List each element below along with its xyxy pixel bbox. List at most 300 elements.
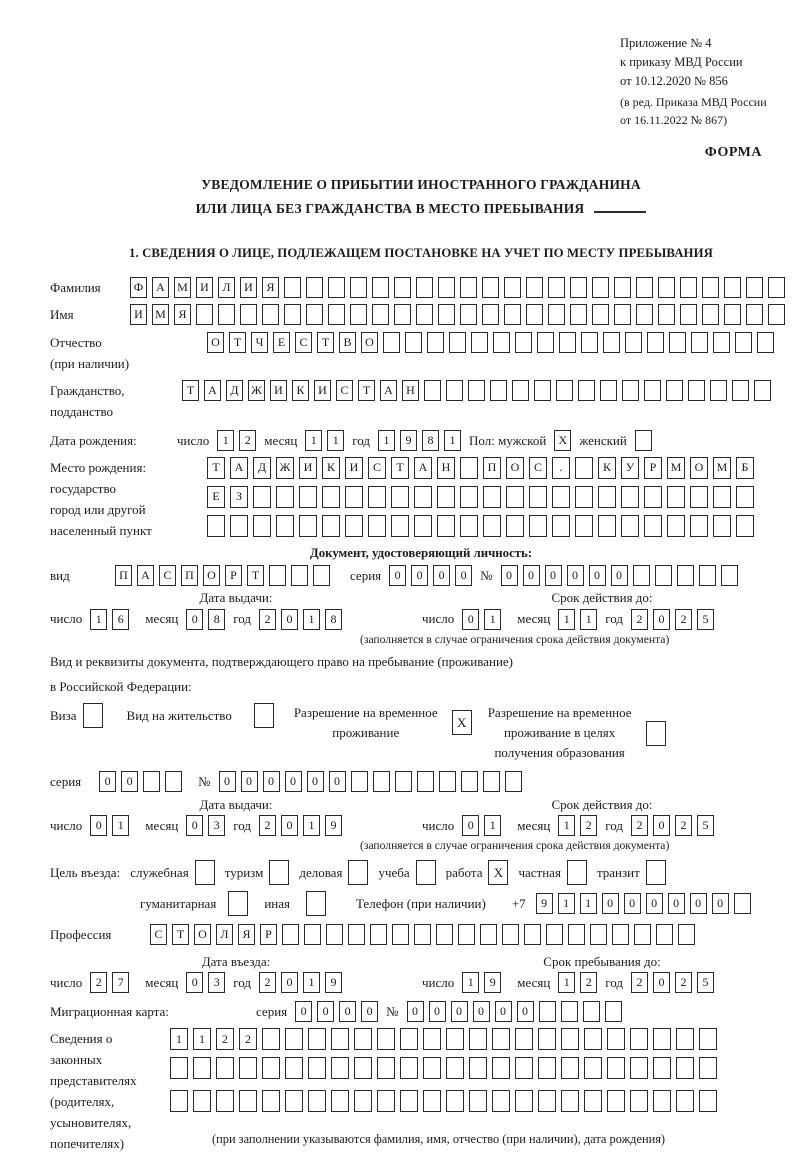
char-cell[interactable]: [253, 515, 271, 537]
char-cell[interactable]: 2: [239, 430, 256, 451]
char-cell[interactable]: [512, 380, 529, 401]
char-cell[interactable]: [621, 486, 639, 508]
char-cell[interactable]: [592, 304, 609, 325]
char-cell[interactable]: [446, 1057, 464, 1079]
char-cell[interactable]: Е: [207, 486, 225, 508]
char-cell[interactable]: [539, 1001, 556, 1022]
char-cell[interactable]: 0: [624, 893, 641, 914]
char-cell[interactable]: 0: [295, 1001, 312, 1022]
char-cell[interactable]: [196, 304, 213, 325]
char-cell[interactable]: И: [196, 277, 213, 298]
char-cell[interactable]: [570, 277, 587, 298]
char-cell[interactable]: [253, 486, 271, 508]
char-cell[interactable]: [561, 1090, 579, 1112]
char-cell[interactable]: [195, 860, 215, 885]
char-cell[interactable]: [538, 1090, 556, 1112]
char-cell[interactable]: [713, 515, 731, 537]
char-cell[interactable]: 2: [631, 609, 648, 630]
char-cell[interactable]: Я: [174, 304, 191, 325]
char-cell[interactable]: [746, 304, 763, 325]
char-cell[interactable]: [504, 277, 521, 298]
char-cell[interactable]: [526, 277, 543, 298]
char-cell[interactable]: 0: [451, 1001, 468, 1022]
char-cell[interactable]: [438, 304, 455, 325]
char-cell[interactable]: А: [380, 380, 397, 401]
char-cell[interactable]: [612, 924, 629, 945]
char-cell[interactable]: 0: [186, 815, 203, 836]
char-cell[interactable]: 2: [580, 972, 597, 993]
char-cell[interactable]: [492, 1057, 510, 1079]
char-cell[interactable]: 5: [697, 972, 714, 993]
char-cell[interactable]: [239, 1057, 257, 1079]
char-cell[interactable]: 0: [589, 565, 606, 586]
char-cell[interactable]: 1: [193, 1028, 211, 1050]
char-cell[interactable]: Д: [226, 380, 243, 401]
char-cell[interactable]: [350, 304, 367, 325]
char-cell[interactable]: 0: [690, 893, 707, 914]
char-cell[interactable]: [354, 1057, 372, 1079]
char-cell[interactable]: 0: [567, 565, 584, 586]
char-cell[interactable]: М: [667, 457, 685, 479]
char-cell[interactable]: [590, 924, 607, 945]
char-cell[interactable]: [230, 515, 248, 537]
char-cell[interactable]: М: [152, 304, 169, 325]
char-cell[interactable]: [538, 1028, 556, 1050]
char-cell[interactable]: [669, 332, 686, 353]
char-cell[interactable]: [584, 1090, 602, 1112]
char-cell[interactable]: С: [368, 457, 386, 479]
char-cell[interactable]: [348, 924, 365, 945]
char-cell[interactable]: 0: [712, 893, 729, 914]
char-cell[interactable]: М: [713, 457, 731, 479]
char-cell[interactable]: [373, 771, 390, 792]
char-cell[interactable]: С: [159, 565, 176, 586]
char-cell[interactable]: [322, 515, 340, 537]
char-cell[interactable]: [492, 1090, 510, 1112]
char-cell[interactable]: 0: [121, 771, 138, 792]
char-cell[interactable]: [656, 924, 673, 945]
char-cell[interactable]: Р: [644, 457, 662, 479]
char-cell[interactable]: [757, 332, 774, 353]
char-cell[interactable]: 0: [263, 771, 280, 792]
char-cell[interactable]: [351, 771, 368, 792]
char-cell[interactable]: [607, 1028, 625, 1050]
char-cell[interactable]: [446, 1090, 464, 1112]
char-cell[interactable]: 3: [208, 815, 225, 836]
char-cell[interactable]: [216, 1057, 234, 1079]
char-cell[interactable]: [724, 304, 741, 325]
char-cell[interactable]: 0: [646, 893, 663, 914]
char-cell[interactable]: [575, 457, 593, 479]
char-cell[interactable]: 2: [631, 972, 648, 993]
char-cell[interactable]: [285, 1090, 303, 1112]
char-cell[interactable]: [646, 721, 666, 746]
char-cell[interactable]: П: [181, 565, 198, 586]
char-cell[interactable]: М: [174, 277, 191, 298]
char-cell[interactable]: 0: [653, 972, 670, 993]
char-cell[interactable]: [345, 515, 363, 537]
char-cell[interactable]: 0: [90, 815, 107, 836]
char-cell[interactable]: Т: [182, 380, 199, 401]
char-cell[interactable]: 9: [484, 972, 501, 993]
char-cell[interactable]: Ж: [248, 380, 265, 401]
char-cell[interactable]: 9: [400, 430, 417, 451]
char-cell[interactable]: [754, 380, 771, 401]
char-cell[interactable]: [598, 486, 616, 508]
char-cell[interactable]: [592, 277, 609, 298]
char-cell[interactable]: [372, 304, 389, 325]
char-cell[interactable]: Т: [317, 332, 334, 353]
char-cell[interactable]: [394, 304, 411, 325]
char-cell[interactable]: [354, 1090, 372, 1112]
char-cell[interactable]: [458, 924, 475, 945]
char-cell[interactable]: [622, 380, 639, 401]
char-cell[interactable]: [414, 486, 432, 508]
char-cell[interactable]: 8: [325, 609, 342, 630]
char-cell[interactable]: Б: [736, 457, 754, 479]
char-cell[interactable]: [460, 277, 477, 298]
char-cell[interactable]: [630, 1090, 648, 1112]
char-cell[interactable]: [515, 332, 532, 353]
char-cell[interactable]: [600, 380, 617, 401]
char-cell[interactable]: [655, 565, 672, 586]
char-cell[interactable]: А: [152, 277, 169, 298]
char-cell[interactable]: [345, 486, 363, 508]
char-cell[interactable]: 0: [317, 1001, 334, 1022]
char-cell[interactable]: [460, 304, 477, 325]
char-cell[interactable]: И: [314, 380, 331, 401]
char-cell[interactable]: А: [137, 565, 154, 586]
char-cell[interactable]: [284, 304, 301, 325]
char-cell[interactable]: [306, 891, 326, 916]
char-cell[interactable]: 2: [259, 972, 276, 993]
char-cell[interactable]: Я: [262, 277, 279, 298]
char-cell[interactable]: [538, 1057, 556, 1079]
char-cell[interactable]: [240, 304, 257, 325]
char-cell[interactable]: 1: [303, 815, 320, 836]
char-cell[interactable]: [391, 515, 409, 537]
char-cell[interactable]: [548, 277, 565, 298]
char-cell[interactable]: Ф: [130, 277, 147, 298]
char-cell[interactable]: [699, 565, 716, 586]
char-cell[interactable]: 9: [536, 893, 553, 914]
char-cell[interactable]: С: [295, 332, 312, 353]
char-cell[interactable]: [414, 924, 431, 945]
char-cell[interactable]: [468, 380, 485, 401]
char-cell[interactable]: 1: [112, 815, 129, 836]
char-cell[interactable]: [768, 277, 785, 298]
char-cell[interactable]: И: [130, 304, 147, 325]
char-cell[interactable]: [83, 703, 103, 728]
char-cell[interactable]: [504, 304, 521, 325]
char-cell[interactable]: [724, 277, 741, 298]
char-cell[interactable]: [446, 1028, 464, 1050]
char-cell[interactable]: [322, 486, 340, 508]
char-cell[interactable]: 2: [675, 815, 692, 836]
char-cell[interactable]: [584, 1057, 602, 1079]
char-cell[interactable]: [331, 1090, 349, 1112]
char-cell[interactable]: Л: [216, 924, 233, 945]
char-cell[interactable]: [653, 1057, 671, 1079]
char-cell[interactable]: Н: [437, 457, 455, 479]
char-cell[interactable]: 1: [558, 972, 575, 993]
char-cell[interactable]: [635, 430, 652, 451]
char-cell[interactable]: [607, 1057, 625, 1079]
char-cell[interactable]: 0: [329, 771, 346, 792]
char-cell[interactable]: [254, 703, 274, 728]
char-cell[interactable]: А: [414, 457, 432, 479]
char-cell[interactable]: 9: [325, 815, 342, 836]
char-cell[interactable]: Н: [402, 380, 419, 401]
char-cell[interactable]: [625, 332, 642, 353]
char-cell[interactable]: А: [204, 380, 221, 401]
char-cell[interactable]: 8: [422, 430, 439, 451]
char-cell[interactable]: [392, 924, 409, 945]
char-cell[interactable]: [328, 277, 345, 298]
char-cell[interactable]: 0: [186, 972, 203, 993]
char-cell[interactable]: [438, 277, 455, 298]
char-cell[interactable]: [515, 1090, 533, 1112]
char-cell[interactable]: [276, 486, 294, 508]
char-cell[interactable]: 6: [112, 609, 129, 630]
char-cell[interactable]: [306, 304, 323, 325]
char-cell[interactable]: 5: [697, 815, 714, 836]
char-cell[interactable]: [262, 1057, 280, 1079]
char-cell[interactable]: С: [529, 457, 547, 479]
char-cell[interactable]: [480, 924, 497, 945]
char-cell[interactable]: 0: [545, 565, 562, 586]
char-cell[interactable]: [282, 924, 299, 945]
char-cell[interactable]: [578, 380, 595, 401]
char-cell[interactable]: 1: [303, 609, 320, 630]
char-cell[interactable]: Л: [218, 277, 235, 298]
char-cell[interactable]: [678, 924, 695, 945]
char-cell[interactable]: [710, 380, 727, 401]
char-cell[interactable]: 2: [259, 609, 276, 630]
char-cell[interactable]: О: [207, 332, 224, 353]
char-cell[interactable]: [350, 277, 367, 298]
char-cell[interactable]: [437, 486, 455, 508]
char-cell[interactable]: [299, 486, 317, 508]
char-cell[interactable]: [746, 277, 763, 298]
char-cell[interactable]: [416, 277, 433, 298]
char-cell[interactable]: 1: [378, 430, 395, 451]
char-cell[interactable]: [506, 486, 524, 508]
char-cell[interactable]: [284, 277, 301, 298]
char-cell[interactable]: 0: [611, 565, 628, 586]
char-cell[interactable]: П: [483, 457, 501, 479]
char-cell[interactable]: [526, 304, 543, 325]
char-cell[interactable]: [559, 332, 576, 353]
char-cell[interactable]: [218, 304, 235, 325]
char-cell[interactable]: [449, 332, 466, 353]
char-cell[interactable]: [193, 1057, 211, 1079]
char-cell[interactable]: 2: [631, 815, 648, 836]
char-cell[interactable]: [676, 1090, 694, 1112]
char-cell[interactable]: [736, 515, 754, 537]
char-cell[interactable]: [721, 565, 738, 586]
char-cell[interactable]: К: [292, 380, 309, 401]
char-cell[interactable]: [377, 1028, 395, 1050]
char-cell[interactable]: [308, 1028, 326, 1050]
char-cell[interactable]: [570, 304, 587, 325]
char-cell[interactable]: [262, 1090, 280, 1112]
char-cell[interactable]: [647, 332, 664, 353]
char-cell[interactable]: [605, 1001, 622, 1022]
char-cell[interactable]: [417, 771, 434, 792]
char-cell[interactable]: [614, 304, 631, 325]
char-cell[interactable]: 2: [239, 1028, 257, 1050]
char-cell[interactable]: [630, 1028, 648, 1050]
char-cell[interactable]: X: [488, 860, 508, 885]
char-cell[interactable]: [423, 1090, 441, 1112]
char-cell[interactable]: Д: [253, 457, 271, 479]
char-cell[interactable]: [400, 1057, 418, 1079]
char-cell[interactable]: 1: [558, 609, 575, 630]
char-cell[interactable]: [691, 332, 708, 353]
char-cell[interactable]: [469, 1028, 487, 1050]
char-cell[interactable]: [269, 565, 286, 586]
char-cell[interactable]: [437, 515, 455, 537]
char-cell[interactable]: [436, 924, 453, 945]
char-cell[interactable]: [405, 332, 422, 353]
char-cell[interactable]: [688, 380, 705, 401]
char-cell[interactable]: [644, 486, 662, 508]
char-cell[interactable]: [713, 332, 730, 353]
char-cell[interactable]: 0: [653, 609, 670, 630]
char-cell[interactable]: [505, 771, 522, 792]
char-cell[interactable]: [170, 1057, 188, 1079]
char-cell[interactable]: [658, 304, 675, 325]
char-cell[interactable]: 0: [517, 1001, 534, 1022]
char-cell[interactable]: [603, 332, 620, 353]
char-cell[interactable]: [735, 332, 752, 353]
char-cell[interactable]: О: [203, 565, 220, 586]
char-cell[interactable]: [461, 771, 478, 792]
char-cell[interactable]: 1: [217, 430, 234, 451]
char-cell[interactable]: [165, 771, 182, 792]
char-cell[interactable]: [524, 924, 541, 945]
char-cell[interactable]: [515, 1057, 533, 1079]
char-cell[interactable]: [529, 486, 547, 508]
char-cell[interactable]: [680, 304, 697, 325]
char-cell[interactable]: [469, 1090, 487, 1112]
char-cell[interactable]: С: [336, 380, 353, 401]
char-cell[interactable]: [269, 860, 289, 885]
char-cell[interactable]: 5: [697, 609, 714, 630]
char-cell[interactable]: 0: [307, 771, 324, 792]
char-cell[interactable]: [575, 515, 593, 537]
char-cell[interactable]: [534, 380, 551, 401]
char-cell[interactable]: [424, 380, 441, 401]
char-cell[interactable]: Ж: [276, 457, 294, 479]
char-cell[interactable]: [502, 924, 519, 945]
char-cell[interactable]: [368, 486, 386, 508]
char-cell[interactable]: [308, 1090, 326, 1112]
char-cell[interactable]: 0: [653, 815, 670, 836]
char-cell[interactable]: X: [452, 710, 472, 735]
char-cell[interactable]: Р: [260, 924, 277, 945]
char-cell[interactable]: [506, 515, 524, 537]
char-cell[interactable]: [529, 515, 547, 537]
char-cell[interactable]: И: [240, 277, 257, 298]
char-cell[interactable]: [469, 1057, 487, 1079]
char-cell[interactable]: [636, 277, 653, 298]
char-cell[interactable]: 0: [501, 565, 518, 586]
char-cell[interactable]: [383, 332, 400, 353]
char-cell[interactable]: 0: [389, 565, 406, 586]
char-cell[interactable]: 1: [580, 893, 597, 914]
char-cell[interactable]: [328, 304, 345, 325]
char-cell[interactable]: [372, 277, 389, 298]
char-cell[interactable]: [239, 1090, 257, 1112]
char-cell[interactable]: [561, 1001, 578, 1022]
char-cell[interactable]: [170, 1090, 188, 1112]
char-cell[interactable]: 1: [303, 972, 320, 993]
char-cell[interactable]: [493, 332, 510, 353]
char-cell[interactable]: 1: [305, 430, 322, 451]
char-cell[interactable]: [568, 924, 585, 945]
char-cell[interactable]: 0: [241, 771, 258, 792]
char-cell[interactable]: [427, 332, 444, 353]
char-cell[interactable]: 0: [285, 771, 302, 792]
char-cell[interactable]: [575, 486, 593, 508]
char-cell[interactable]: 2: [259, 815, 276, 836]
char-cell[interactable]: 0: [281, 815, 298, 836]
char-cell[interactable]: [423, 1057, 441, 1079]
char-cell[interactable]: [515, 1028, 533, 1050]
char-cell[interactable]: [348, 860, 368, 885]
char-cell[interactable]: [291, 565, 308, 586]
char-cell[interactable]: [400, 1028, 418, 1050]
char-cell[interactable]: [262, 1028, 280, 1050]
char-cell[interactable]: [598, 515, 616, 537]
char-cell[interactable]: [658, 277, 675, 298]
char-cell[interactable]: Т: [247, 565, 264, 586]
char-cell[interactable]: [370, 924, 387, 945]
char-cell[interactable]: Е: [273, 332, 290, 353]
char-cell[interactable]: И: [345, 457, 363, 479]
char-cell[interactable]: [313, 565, 330, 586]
char-cell[interactable]: 0: [668, 893, 685, 914]
char-cell[interactable]: [690, 486, 708, 508]
char-cell[interactable]: [581, 332, 598, 353]
char-cell[interactable]: 0: [455, 565, 472, 586]
char-cell[interactable]: [423, 1028, 441, 1050]
char-cell[interactable]: 0: [433, 565, 450, 586]
char-cell[interactable]: [677, 565, 694, 586]
char-cell[interactable]: [548, 304, 565, 325]
char-cell[interactable]: [285, 1028, 303, 1050]
char-cell[interactable]: [556, 380, 573, 401]
char-cell[interactable]: 1: [90, 609, 107, 630]
char-cell[interactable]: 9: [325, 972, 342, 993]
char-cell[interactable]: [308, 1057, 326, 1079]
char-cell[interactable]: 1: [484, 815, 501, 836]
char-cell[interactable]: [414, 515, 432, 537]
char-cell[interactable]: [699, 1057, 717, 1079]
char-cell[interactable]: [262, 304, 279, 325]
char-cell[interactable]: [713, 486, 731, 508]
char-cell[interactable]: [583, 1001, 600, 1022]
char-cell[interactable]: [633, 565, 650, 586]
char-cell[interactable]: 0: [361, 1001, 378, 1022]
char-cell[interactable]: [331, 1028, 349, 1050]
char-cell[interactable]: [482, 277, 499, 298]
char-cell[interactable]: [326, 924, 343, 945]
char-cell[interactable]: 0: [602, 893, 619, 914]
char-cell[interactable]: 2: [90, 972, 107, 993]
